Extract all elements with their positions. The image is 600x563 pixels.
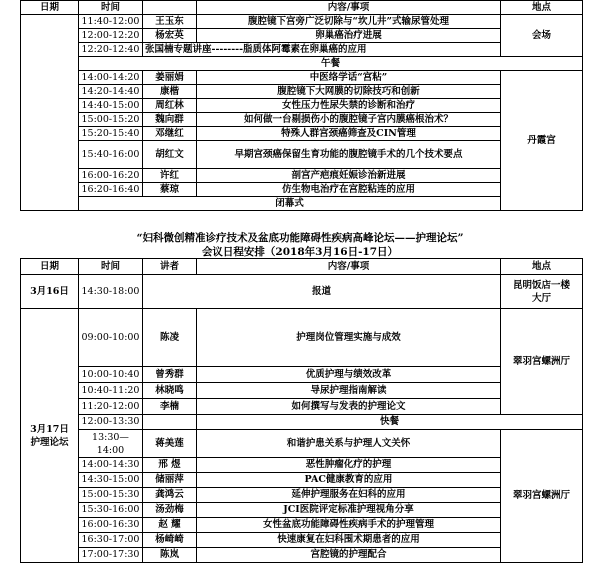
time-cell: 10:40-11:20 <box>79 383 143 399</box>
lunch-row: 快餐 <box>197 415 583 430</box>
speaker-cell: 蒋美莲 <box>143 430 197 458</box>
time-cell: 16:20-16:40 <box>79 183 143 197</box>
speaker-cell: 赵 耀 <box>143 518 197 533</box>
time-cell: 14:40-15:00 <box>79 99 143 113</box>
time-cell: 14:20-14:40 <box>79 85 143 99</box>
venue-line-2: 大厅 <box>531 292 551 304</box>
header-topic: 内容/事项 <box>197 259 501 275</box>
speaker-cell: 康楷 <box>143 85 197 99</box>
topic-cell: 宫腔镜的护理配合 <box>197 548 501 563</box>
header-venue: 地点 <box>501 1 583 15</box>
topic-cell: 延伸护理服务在妇科的应用 <box>197 488 501 503</box>
venue-cell: 会场 <box>501 15 583 57</box>
speaker-cell: 姜丽娟 <box>143 71 197 85</box>
time-cell: 15:00-15:30 <box>79 488 143 503</box>
time-cell: 16:00-16:20 <box>79 169 143 183</box>
schedule-table-2 <box>20 258 583 563</box>
speaker-cell: 许红 <box>143 169 197 183</box>
closing-row: 闭幕式 <box>79 197 501 211</box>
header-venue: 地点 <box>501 259 583 275</box>
time-cell: 15:30-16:00 <box>79 503 143 518</box>
time-cell: 11:40-12:00 <box>79 15 143 29</box>
topic-cell: 特殊人群宫颈癌筛查及CIN管理 <box>197 127 501 141</box>
topic-cell: 如何撰写与发表的护理论文 <box>197 399 501 415</box>
time-line-1: 13:30— <box>92 431 129 443</box>
topic-cell: 张国楠专题讲座--------脂质体阿霉素在卵巢癌的应用 <box>143 43 501 57</box>
time-line-2: 14:00 <box>96 444 125 456</box>
time-cell: 15:00-15:20 <box>79 113 143 127</box>
time-cell: 12:20-12:40 <box>79 43 143 57</box>
morning-venue: 翠羽宫螺洲厅 <box>501 309 583 415</box>
venue-line-1: 昆明饭店一楼 <box>512 279 570 291</box>
speaker-cell: 周红林 <box>143 99 197 113</box>
day1-topic: 报道 <box>143 275 501 309</box>
speaker-cell: 胡红文 <box>143 141 197 169</box>
header-date: 日期 <box>21 259 79 275</box>
topic-cell: PAC健康教育的应用 <box>197 473 501 488</box>
topic-cell: 快速康复在妇科围术期患者的应用 <box>197 533 501 548</box>
topic-cell: 腹腔镜下大网膜的切除技巧和创新 <box>197 85 501 99</box>
topic-cell: 腹腔镜下宫旁广泛切除与“坎儿井”式输尿管处理 <box>197 15 501 29</box>
speaker-cell: 龚鸿云 <box>143 488 197 503</box>
speaker-cell: 陈岚 <box>143 548 197 563</box>
topic-cell: 护理岗位管理实施与成效 <box>197 309 501 367</box>
topic-cell: 优质护理与绩效改革 <box>197 367 501 383</box>
day1-venue <box>501 275 583 309</box>
speaker-cell: 林晓鸣 <box>143 383 197 399</box>
time-cell <box>79 430 143 458</box>
topic-cell: 和谐护患关系与护理人文关怀 <box>197 430 501 458</box>
day1-time: 14:30-18:00 <box>79 275 143 309</box>
header-speaker: 讲者 <box>143 259 197 275</box>
day1-date: 3月16日 <box>21 275 79 309</box>
time-cell: 11:20-12:00 <box>79 399 143 415</box>
venue-cell-afternoon: 丹霞宫 <box>501 71 583 211</box>
lunch-row: 午餐 <box>79 57 583 71</box>
speaker-cell: 曾秀群 <box>143 367 197 383</box>
header-date: 日期 <box>21 1 79 15</box>
header-time: 时间 <box>79 1 143 15</box>
topic-cell: 如何做一台剔损伤小的腹腔镜子宫内膜癌根治术？ <box>197 113 501 127</box>
speaker-cell-empty <box>143 415 197 430</box>
time-cell: 16:00-16:30 <box>79 518 143 533</box>
time-cell: 14:00-14:20 <box>79 71 143 85</box>
day2-date <box>21 309 79 563</box>
day2-date-line-2: 护理论坛 <box>30 436 69 448</box>
speaker-cell: 王玉东 <box>143 15 197 29</box>
speaker-cell: 储丽萍 <box>143 473 197 488</box>
speaker-cell: 杨宏英 <box>143 29 197 43</box>
schedule-table-1 <box>20 0 583 211</box>
topic-cell: 中医络学话“宫粘” <box>197 71 501 85</box>
topic-cell: 早期宫颈癌保留生育功能的腹腔镜手术的几个技术要点 <box>197 141 501 169</box>
speaker-cell: 汤劲梅 <box>143 503 197 518</box>
time-cell: 09:00-10:00 <box>79 309 143 367</box>
afternoon-venue: 翠羽宫螺洲厅 <box>501 430 583 563</box>
speaker-cell: 陈凌 <box>143 309 197 367</box>
topic-cell: 卵巢癌治疗进展 <box>197 29 501 43</box>
topic-cell: 恶性肿瘤化疗的护理 <box>197 458 501 473</box>
topic-cell: 导尿护理指南解读 <box>197 383 501 399</box>
day2-date-line-1: 3月17日 <box>30 423 69 435</box>
time-cell: 16:30-17:00 <box>79 533 143 548</box>
schedule-subtitle: 会议日程安排（2018年3月16日-17日） <box>201 246 399 258</box>
forum-title: “妇科微创精准诊疗技术及盆底功能障碍性疾病高峰论坛——护理论坛” <box>136 232 464 244</box>
time-cell: 14:30-15:00 <box>79 473 143 488</box>
speaker-cell: 杨崎崎 <box>143 533 197 548</box>
time-cell: 12:00-12:20 <box>79 29 143 43</box>
speaker-cell: 魏向群 <box>143 113 197 127</box>
speaker-cell: 李楠 <box>143 399 197 415</box>
topic-cell: 女性盆底功能障碍性疾病手术的护理管理 <box>197 518 501 533</box>
time-cell: 15:40-16:00 <box>79 141 143 169</box>
topic-cell: JCI医院评定标准护理视角分享 <box>197 503 501 518</box>
time-cell: 10:00-10:40 <box>79 367 143 383</box>
header-topic: 内容/事项 <box>197 1 501 15</box>
speaker-cell: 蔡琼 <box>143 183 197 197</box>
date-cell-empty <box>21 15 79 211</box>
time-cell: 12:00-13:30 <box>79 415 143 430</box>
time-cell: 14:00-14:30 <box>79 458 143 473</box>
time-cell: 17:00-17:30 <box>79 548 143 563</box>
time-cell: 15:20-15:40 <box>79 127 143 141</box>
header-time: 时间 <box>79 259 143 275</box>
speaker-cell: 邢 煜 <box>143 458 197 473</box>
topic-cell: 剖宫产疤痕妊娠诊治新进展 <box>197 169 501 183</box>
speaker-cell: 邓继红 <box>143 127 197 141</box>
topic-cell: 仿生物电治疗在宫腔粘连的应用 <box>197 183 501 197</box>
topic-cell: 女性压力性尿失禁的诊断和治疗 <box>197 99 501 113</box>
header-speaker-empty <box>143 1 197 15</box>
